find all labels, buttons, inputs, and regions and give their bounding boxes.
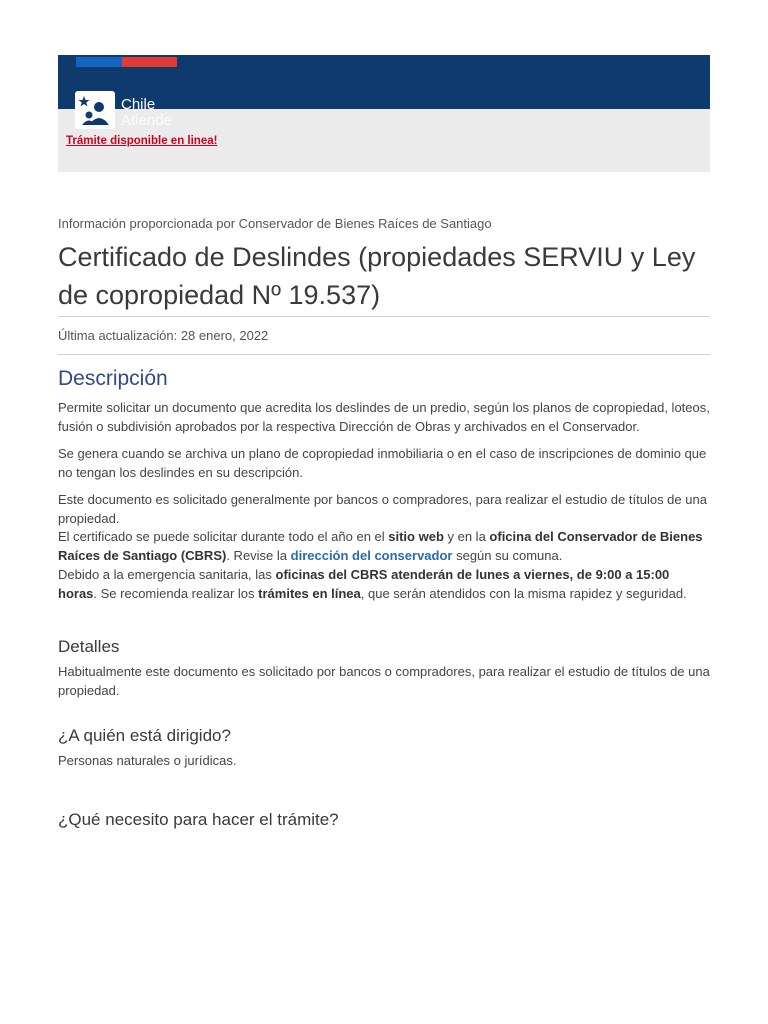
descripcion-paragraph-3: Este documento es solicitado generalmente por bancos o compradores, para realizar el estudio de títulos de una propiedad.	[58, 492, 707, 526]
divider	[58, 354, 710, 355]
header-band	[58, 55, 710, 109]
logo-text-chile: Chile	[121, 96, 156, 113]
direccion-conservador-link[interactable]: dirección del conservador	[290, 547, 453, 563]
flag-stripe-red	[122, 57, 177, 67]
provider-info: Información proporcionada por Conservador de Bienes Raíces de Santiago	[58, 216, 492, 231]
text: y en la	[443, 529, 490, 544]
descripcion-paragraph-2: Se genera cuando se archiva un plano de copropiedad inmobiliaria o en el caso de inscripciones de dominio que no tengan los deslindes en su descripción.	[58, 446, 707, 480]
text: . Revise la	[226, 547, 291, 563]
text: . Se recomienda realizar los	[93, 585, 259, 601]
text: Debido a la emergencia sanitaria, las	[58, 567, 276, 582]
text: , que serán atendidos con la misma rapidez y seguridad.	[360, 585, 687, 601]
section-heading-necesito: ¿Qué necesito para hacer el trámite?	[58, 810, 339, 829]
divider	[58, 316, 710, 317]
section-heading-detalles: Detalles	[58, 637, 120, 656]
online-tramite-link[interactable]: Trámite disponible en linea!	[66, 135, 218, 147]
oficina-cbrs-text: oficina del Conservador de Bienes Raíces de Santiago (CBRS)	[58, 529, 703, 563]
descripcion-paragraph-4	[58, 528, 710, 565]
horario-text: oficinas del CBRS atenderán de lunes a viernes, de 9:00 a 15:00 horas	[58, 567, 670, 601]
flag-stripe-blue	[76, 57, 122, 67]
page-title: Certificado de Deslindes (propiedades SERVIU y Ley de copropiedad Nº 19.537)	[58, 242, 696, 310]
section-heading-dirigido: ¿A quién está dirigido?	[58, 726, 231, 745]
descripcion-paragraph-5	[58, 566, 710, 603]
dirigido-text: Personas naturales o jurídicas.	[58, 753, 237, 768]
last-updated: Última actualización: 28 enero, 2022	[58, 328, 269, 343]
descripcion-paragraph-1: Permite solicitar un documento que acredita los deslindes de un predio, según los planos de copropiedad, loteos, fusión o subdivisión aprobados por la respectiva Dirección de Obras y archivados en el Conservador.	[58, 400, 710, 434]
section-heading-descripcion: Descripción	[58, 367, 168, 390]
logo-text-atiende: Atiende	[121, 112, 172, 129]
sitio-web-text: sitio web	[388, 529, 444, 544]
chileatiende-logo-icon	[75, 91, 115, 129]
site-header	[58, 55, 710, 172]
text: El certificado se puede solicitar durante todo el año en el	[58, 529, 389, 544]
text: según su comuna.	[452, 547, 563, 563]
tramites-en-linea-text: trámites en línea	[258, 585, 361, 601]
detalles-text: Habitualmente este documento es solicitado por bancos o compradores, para realizar el estudio de títulos de una propiedad.	[58, 664, 710, 698]
